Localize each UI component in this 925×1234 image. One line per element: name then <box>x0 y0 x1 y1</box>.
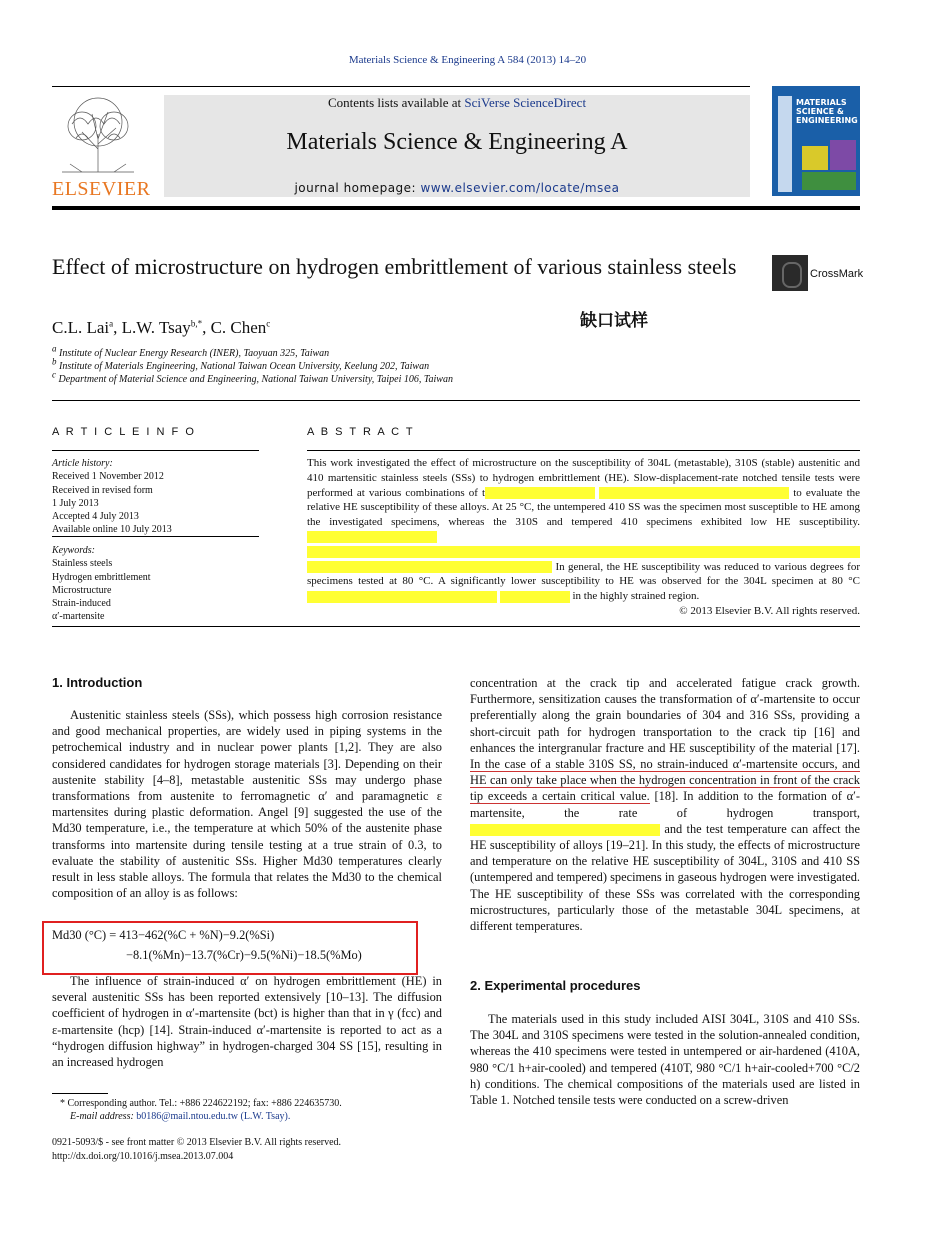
issn-line: 0921-5093/$ - see front matter © 2013 Elsevier B.V. All rights reserved. <box>52 1137 342 1148</box>
contents-prefix: Contents lists available at <box>327 95 462 110</box>
abstract-text: In general, the HE susceptibility was reduced to various degrees for specimens tested at 80 °C. A significantly lower susceptibility to HE was observed for the 304L specimen at 80 °C <box>307 560 861 588</box>
front-matter <box>52 1136 341 1164</box>
history-label: Article history: <box>52 458 113 469</box>
highlight <box>599 487 789 499</box>
article-history <box>52 457 259 537</box>
affil-sup: b <box>52 356 57 367</box>
homepage-link[interactable]: www.elsevier.com/locate/msea <box>420 181 620 195</box>
affil-sup: c <box>52 369 56 380</box>
equation-line: Md30 (°C) = 413−462(%C + %N)−9.2(%Si) <box>52 928 275 942</box>
footnote <box>60 1097 342 1123</box>
experimental-paragraph-1: The materials used in this study included AISI 304L, 310S and 410 SSs. The 304L and 310S specimens were tested in the solution-annealed condition, whereas the 410 specimens were tested in untempered or air-hardened (410A, 980 °C/1 h+air-cooled) and tempered (410T, 980 °C/1 h+air-cooled+700 °C/2 h) conditions. The chemical compositions of the materials used are listed in Table 1. Notched tensile tests were conducted on a screw-driven <box>470 1012 860 1108</box>
keyword: Hydrogen embrittlement <box>52 571 151 583</box>
annotation-note: 缺口试样 <box>580 311 648 331</box>
author-name: C. Chen <box>210 318 267 337</box>
elsevier-tree-icon <box>52 94 144 174</box>
affiliation: Institute of Nuclear Energy Research (INER), Taoyuan 325, Taiwan <box>59 348 330 359</box>
affil-sup: a <box>52 343 57 354</box>
author-name: L.W. Tsay <box>121 318 191 337</box>
email-link[interactable]: b0186@mail.ntou.edu.tw (L.W. Tsay). <box>136 1111 291 1122</box>
highlight <box>307 531 437 543</box>
keywords-label: Keywords: <box>52 545 95 556</box>
publisher-name: ELSEVIER <box>52 178 151 200</box>
highlight <box>307 561 552 573</box>
affiliations <box>52 343 453 386</box>
abstract-text: in the highly strained region. <box>572 590 700 603</box>
intro-paragraph-3 <box>470 675 860 934</box>
crossmark-button[interactable] <box>772 255 862 293</box>
article-info-heading: A R T I C L E I N F O <box>52 426 196 438</box>
doi-link[interactable]: http://dx.doi.org/10.1016/j.msea.2013.07.004 <box>52 1151 234 1162</box>
running-header[interactable]: Materials Science & Engineering A 584 (2013) 14–20 <box>348 54 587 66</box>
highlight <box>470 824 660 836</box>
crossmark-label: CrossMark <box>810 268 864 280</box>
corresponding-author: * Corresponding author. Tel.: +886 224622192; fax: +886 224635730. <box>60 1098 342 1109</box>
homepage-prefix: journal homepage: <box>294 181 417 195</box>
affiliation: Institute of Materials Engineering, National Taiwan Ocean University, Keelung 202, Taiwan <box>59 361 430 372</box>
paragraph-text: concentration at the crack tip and accelerated fatigue crack growth. Furthermore, sensitization causes the transformation of α′-martensite to occur preferentially along the grain boundaries of 304 and 316 SSs, providing a short-circuit path for hydrogen transportation to the crack tip [16] and enhances the intergranular fracture and HE susceptibility of the material [17]. <box>470 676 860 755</box>
keyword: Microstructure <box>52 584 112 596</box>
author-list: C.L. Lai$^a$, L.W. Tsay$^{b,*}$, C. Chen$^c$ <box>52 318 271 337</box>
paragraph-text: and the test temperature can affect the HE susceptibility of alloys [19–21]. In this study, the effects of microstructure and temperature on the relative HE susceptibility of 304L, 310S and 410 SS (untempered and tempered) specimens in gaseous hydrogen were investigated. The HE susceptibility of these SSs was correlated with the corresponding microstructures, particularly those of the metastable 304L specimens, at different temperatures. <box>470 821 860 934</box>
journal-banner <box>164 95 750 197</box>
equation-line: −8.1(%Mn)−13.7(%Cr)−9.5(%Ni)−18.5(%Mo) <box>126 948 362 962</box>
history-item: Received 1 November 2012 <box>52 471 164 483</box>
intro-paragraph-2: The influence of strain-induced α′ on hydrogen embrittlement (HE) in several austenitic SSs has been reported extensively [10–13]. The diffusion coefficient of hydrogen in α′-martensite (bct) is higher than that in γ (fcc) and ε-martensite (hcp) [14]. Strain-induced α′-martensite is reported to act as a “hydrogen diffusion highway” in hydrogen-charged 304 SS [15], resulting in an increased hydrogen <box>52 974 442 1070</box>
history-item: 1 July 2013 <box>52 497 99 509</box>
author-name: C.L. Lai <box>52 318 110 337</box>
author-affil-sup: b,* <box>190 318 203 329</box>
email-label: E-mail address: <box>70 1111 134 1122</box>
keywords <box>52 544 259 624</box>
abstract-text: to evaluate the relative HE susceptibility of these alloys. At 25 °C, the untempered 410 SS was the specimen most susceptible to HE among the investigated specimens, whereas the 310S and tempered 410 specimens exhibited low HE susceptibility. <box>307 486 861 529</box>
intro-paragraph-1: Austenitic stainless steels (SSs), which possess high corrosion resistance and good mechanical properties, are widely used in piping systems in the petrochemical industry and in nuclear power plants [1,2]. They are also considered candidates for hydrogen storage materials [3]. Depending on their austenite stability [4–8], metastable austenitic SSs may undergo phase transformations from austenite to ferromagnetic α′ and paramagnetic ε martensites during plastic deformation. Angel [9] suggested the use of the Md30 temperature, i.e., the temperature at which 50% of the austenite phase transforms into martensite during tensile testing at a true strain of 0.3, to evaluate the stability of austenitic SSs. Higher Md30 temperatures clearly result in less stable alloys. The formula that relates the Md30 to the chemical composition of an alloy is as follows: <box>52 708 442 901</box>
equation-box <box>42 921 418 975</box>
sciencedirect-link[interactable]: SciVerse ScienceDirect <box>464 95 587 110</box>
copyright: © 2013 Elsevier B.V. All rights reserved. <box>679 605 860 617</box>
underlined-text: In the case of a stable 310S SS, no strain-induced α′-martensite occurs, and HE can only take place when the hydrogen concentration in front of the crack tip exceeds a certain critical value. <box>470 757 860 804</box>
abstract-body <box>307 456 860 604</box>
author-affil-sup: c <box>266 318 271 329</box>
history-item: Received in revised form <box>52 484 153 496</box>
elsevier-logo <box>52 94 151 200</box>
section-heading-introduction: 1. Introduction <box>52 675 143 690</box>
history-item: Accepted 4 July 2013 <box>52 511 139 523</box>
journal-cover <box>772 86 860 196</box>
highlight <box>307 591 497 603</box>
keyword: Strain-induced <box>52 598 111 610</box>
affiliation: Department of Material Science and Engineering, National Taiwan University, Taipei 106, Taiwan <box>58 374 453 385</box>
keyword: Stainless steels <box>52 558 113 570</box>
section-heading-experimental: 2. Experimental procedures <box>470 978 641 993</box>
keyword: α′-martensite <box>52 611 105 623</box>
highlight <box>500 591 570 603</box>
highlight <box>307 546 860 558</box>
abstract-text: This work investigated the effect of microstructure on the susceptibility of 304L (metastable), 310S (stable) austenitic and 410 martensitic stainless steels (SSs) to hydrogen embrittlement (HE). Slow-displacement-rate notched tensile tests were performed at various combinations of t <box>307 457 860 499</box>
author-affil-sup: a <box>109 318 114 329</box>
crossmark-icon <box>772 255 808 291</box>
journal-title: Materials Science & Engineering A <box>286 129 628 155</box>
highlight <box>485 487 595 499</box>
abstract-heading: A B S T R A C T <box>307 426 415 438</box>
paragraph-text: [18]. In addition to the formation of α′-martensite, the rate of hydrogen transport, <box>470 789 860 820</box>
article-title: Effect of microstructure on hydrogen embrittlement of various stainless steels <box>52 254 737 279</box>
history-item: Available online 10 July 2013 <box>52 524 172 536</box>
cover-title: MATERIALS SCIENCE & ENGINEERING <box>796 98 858 125</box>
